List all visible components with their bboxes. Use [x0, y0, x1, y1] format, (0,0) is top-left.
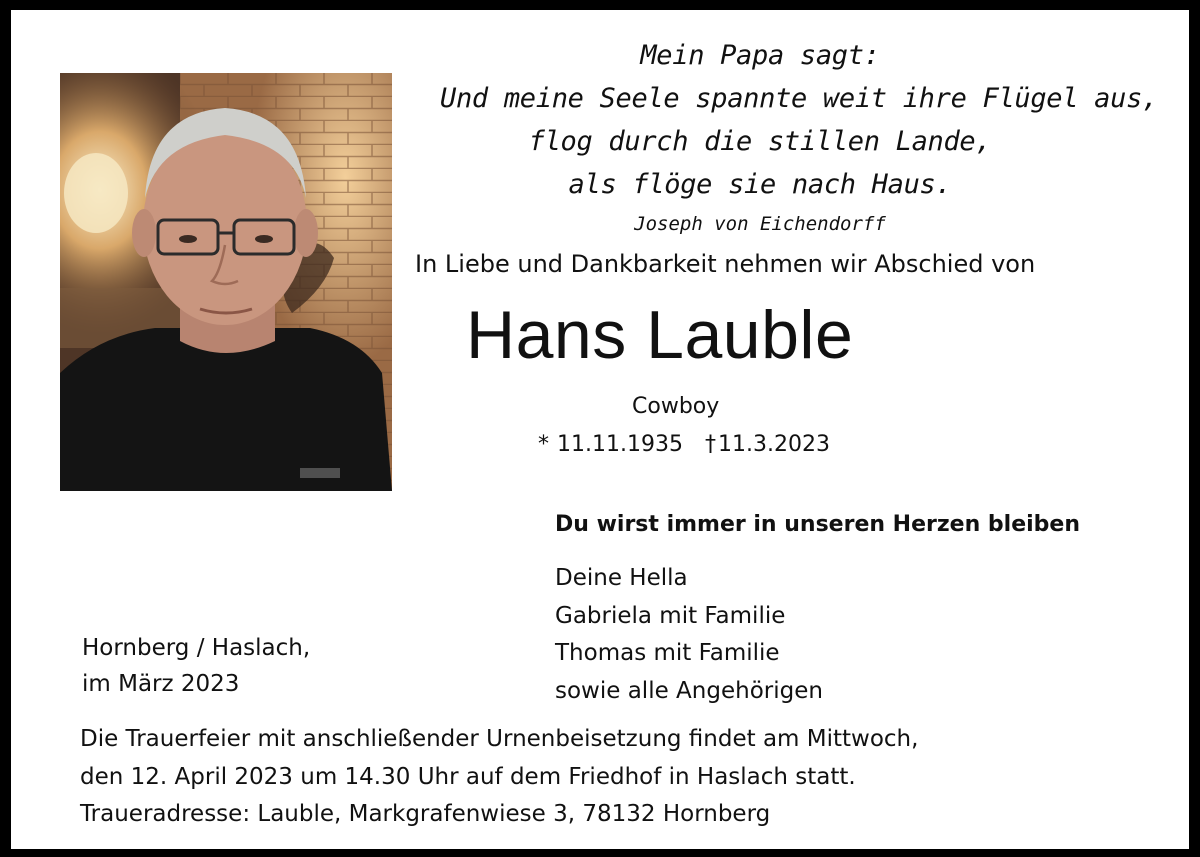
- poem-line: Und meine Seele spannte weit ihre Flügel aus,: [440, 83, 1158, 114]
- death-date: 11.3.2023: [717, 432, 830, 457]
- mourner: sowie alle Angehörigen: [555, 677, 823, 704]
- mourner: Thomas mit Familie: [555, 640, 780, 666]
- mourner: Gabriela mit Familie: [555, 602, 786, 629]
- place-line: Hornberg / Haslach,: [82, 635, 311, 661]
- poem: [440, 34, 1158, 238]
- deceased-nickname: Cowboy: [632, 394, 720, 419]
- mourners-list: [555, 560, 823, 710]
- deceased-name: Hans Lauble: [466, 297, 854, 373]
- portrait-photo: [60, 73, 392, 491]
- birth-symbol: *: [538, 432, 549, 457]
- life-dates: [538, 432, 838, 457]
- month-line: im März 2023: [82, 671, 240, 697]
- poem-line: Mein Papa sagt:: [640, 40, 880, 71]
- death-symbol: †: [704, 432, 716, 457]
- service-details: [80, 721, 918, 834]
- mourning-address: Traueradresse: Lauble, Markgrafenwiese 3, 78132 Hornberg: [80, 801, 771, 827]
- service-line: den 12. April 2023 um 14.30 Uhr auf dem Friedhof in Haslach statt.: [80, 763, 856, 790]
- farewell-intro: In Liebe und Dankbarkeit nehmen wir Abschied von: [415, 250, 1036, 278]
- poem-author: Joseph von Eichendorff: [634, 213, 886, 235]
- mourner: Deine Hella: [555, 565, 688, 591]
- service-line: Die Trauerfeier mit anschließender Urnenbeisetzung findet am Mittwoch,: [80, 726, 919, 752]
- poem-line: als flöge sie nach Haus.: [568, 169, 952, 200]
- memorial-motto: Du wirst immer in unseren Herzen bleiben: [555, 512, 1080, 537]
- poem-line: flog durch die stillen Lande,: [528, 126, 992, 157]
- birth-date: 11.11.1935: [557, 432, 683, 457]
- place-and-date: [82, 630, 310, 702]
